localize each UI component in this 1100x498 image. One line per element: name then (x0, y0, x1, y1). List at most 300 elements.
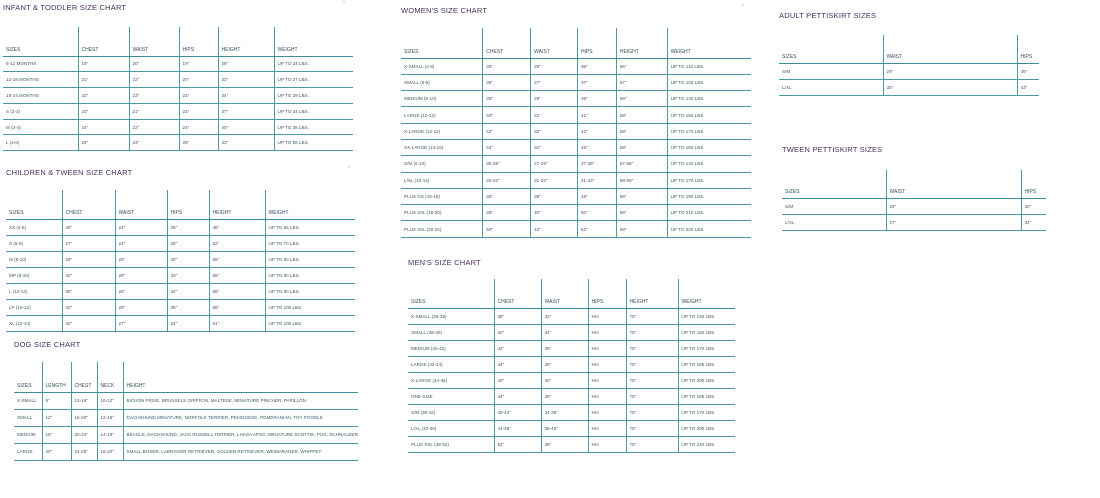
table-cell: SMALL (38-40) (408, 324, 494, 340)
column-header: WEIGHT (667, 28, 751, 58)
table-row (401, 205, 751, 221)
table-cell: UP TO 170 LBS. (678, 340, 735, 356)
womens-size-chart (401, 6, 751, 231)
chevron-down-icon[interactable]: ˇ (742, 5, 745, 12)
table-cell: L/XL (779, 79, 883, 95)
table-cell: M (8-10) (6, 251, 62, 267)
table-row (3, 72, 353, 88)
table-cell: 70" (626, 420, 678, 436)
table-cell: UP TO 90 LBS. (265, 283, 355, 299)
table-cell: 28" (167, 235, 209, 251)
table-cell: 38-40" (541, 420, 588, 436)
column-header: HIPS (588, 279, 626, 308)
table-cell: UP TO 230 LBS. (667, 221, 751, 237)
table-cell: DACHSHUND MINIATURE, NORFOLK TERRIER, PEKINGESE, POMERANIAN, TOY POODLE (123, 409, 358, 426)
column-header: WEIGHT (265, 190, 355, 219)
table-cell: 20" (179, 72, 218, 88)
table-cell: 68" (616, 205, 667, 221)
column-header: HEIGHT (218, 27, 274, 56)
table-cell: 38" (494, 308, 541, 324)
table-cell: X-SMALL (4-6) (401, 58, 483, 74)
table-cell: 70" (626, 372, 678, 388)
table-cell: UP TO 24 LBS. (274, 56, 353, 72)
table-cell: UP TO 100 LBS. (265, 299, 355, 315)
table-row (408, 436, 735, 452)
table-cell: 43" (218, 135, 274, 151)
infant-toddler-table (3, 27, 353, 151)
table-cell: 41" (577, 107, 616, 123)
table-cell: UP TO 110 LBS. (667, 58, 751, 74)
table-cell: 23" (129, 88, 179, 104)
table-cell: N/A (588, 308, 626, 324)
table-cell: PLUS OS (16-18) (401, 188, 483, 204)
table-cell: 34" (541, 324, 588, 340)
table-cell: 36" (483, 74, 531, 90)
mens-table (408, 279, 735, 453)
table-cell: X-SMALL (14, 392, 42, 409)
table-row (401, 107, 751, 123)
column-header: WEIGHT (274, 27, 353, 56)
table-cell: 33" (167, 267, 209, 283)
mens-size-chart (408, 258, 748, 458)
table-cell: 43" (1017, 79, 1039, 95)
table-cell: 70" (626, 436, 678, 452)
table-cell: 41-43" (577, 172, 616, 188)
table-cell: 12-16" (97, 409, 123, 426)
table-cell: X-LARGE (44-46) (408, 372, 494, 388)
table-cell: 40" (483, 107, 531, 123)
table-cell: M (3-4) (3, 119, 78, 135)
table-cell: UP TO 80 LBS. (265, 251, 355, 267)
table-cell: 67-68" (616, 156, 667, 172)
table-cell: 16" (42, 426, 71, 443)
table-row (779, 79, 1039, 95)
table-cell: UP TO 210 LBS. (667, 205, 751, 221)
table-cell: 36-38" (483, 156, 531, 172)
column-header: HIPS (1021, 170, 1046, 198)
table-row (782, 198, 1046, 214)
column-header: HIPS (577, 28, 616, 58)
table-cell: X-LARGE (12-14) (401, 123, 483, 139)
column-header: CHEST (78, 27, 129, 56)
table-cell: 33" (883, 79, 1017, 95)
table-cell: 46" (209, 219, 265, 235)
table-cell: UP TO 155 LBS. (667, 107, 751, 123)
table-header-row (3, 27, 353, 56)
table-header-row (782, 170, 1046, 198)
table-cell: 48" (483, 205, 531, 221)
table-cell: 39" (1017, 63, 1039, 79)
table-cell: 50" (483, 221, 531, 237)
table-cell: 32" (541, 308, 588, 324)
table-cell: 25" (179, 135, 218, 151)
table-cell: UP TO 125 LBS. (667, 74, 751, 90)
table-cell: MEDIUM (40-42) (408, 340, 494, 356)
table-cell: 48" (541, 436, 588, 452)
table-cell: 42" (494, 340, 541, 356)
table-cell: 68" (616, 107, 667, 123)
table-cell: 58" (209, 283, 265, 299)
table-cell: SMALL (14, 409, 42, 426)
table-row (401, 58, 751, 74)
chevron-down-icon[interactable]: ˇ (348, 167, 351, 174)
table-cell: 31" (531, 107, 578, 123)
table-cell: BICHON FRISE, BRUSSELS GRIFFON, MALTESE, MINIATURE PINCHER, PAPILLON (123, 392, 358, 409)
table-cell: 22" (78, 88, 129, 104)
column-header: SIZES (401, 28, 483, 58)
tween-pettiskirt-title: TWEEN PETTISKIRT SIZES (782, 145, 883, 154)
table-header-row (6, 190, 355, 219)
table-cell: UP TO 170 LBS. (678, 404, 735, 420)
table-cell: S (2-3) (3, 103, 78, 119)
column-header: CHEST (494, 279, 541, 308)
table-cell: 55" (209, 251, 265, 267)
table-cell: UP TO 185 LBS. (678, 388, 735, 404)
table-cell: 24-29" (71, 443, 97, 460)
table-cell: 24" (179, 119, 218, 135)
table-row (14, 443, 358, 460)
table-cell: 40" (541, 372, 588, 388)
table-cell: N/A (588, 404, 626, 420)
table-cell: 40" (494, 324, 541, 340)
table-cell: 25" (62, 219, 115, 235)
column-header: WAIST (886, 170, 1021, 198)
table-cell: 30" (62, 283, 115, 299)
table-cell: 22" (129, 119, 179, 135)
table-cell: 34" (218, 88, 274, 104)
table-row (3, 56, 353, 72)
table-cell: 20" (42, 443, 71, 460)
table-cell: UP TO 34 LBS. (274, 103, 353, 119)
table-cell: 14-18" (97, 426, 123, 443)
table-cell: UP TO 170 LBS. (667, 123, 751, 139)
table-cell: 19" (78, 56, 129, 72)
table-cell: UP TO 200 LBS. (678, 420, 735, 436)
table-cell: UP TO 140 LBS. (667, 156, 751, 172)
table-cell: 40-42" (483, 172, 531, 188)
table-cell: BEAGLE, DACHSHUND, JACK RUSSELL TERRIER, LHASA APSO, MINIATURE SCOTTIE, PUG, SCHNAUZER (123, 426, 358, 443)
table-cell: MP (8-10) (6, 267, 62, 283)
table-cell: 27-29" (531, 156, 578, 172)
table-cell: 45" (577, 139, 616, 155)
table-cell: 26" (531, 58, 578, 74)
table-row (782, 214, 1046, 230)
table-header-row (408, 279, 735, 308)
table-cell: 32" (62, 315, 115, 331)
table-cell: S/M (779, 63, 883, 79)
table-cell: 35" (483, 58, 531, 74)
table-cell: 27" (531, 74, 578, 90)
table-row (401, 156, 751, 172)
table-cell: 32" (167, 283, 209, 299)
table-cell: 23" (179, 103, 218, 119)
children-tween-size-chart (6, 168, 356, 334)
column-header: NECK (97, 362, 123, 392)
table-row (3, 119, 353, 135)
table-row (408, 372, 735, 388)
table-cell: UP TO 140 LBS. (667, 91, 751, 107)
table-cell: 68" (616, 188, 667, 204)
table-cell: UP TO 200 LBS. (678, 372, 735, 388)
table-cell: 55" (209, 267, 265, 283)
table-cell: L/XL (42-46) (408, 420, 494, 436)
table-cell: 61" (209, 315, 265, 331)
table-cell: 24" (78, 119, 129, 135)
table-cell: 20" (129, 56, 179, 72)
table-cell: 32" (218, 72, 274, 88)
table-cell: UP TO 150 LBS. (678, 324, 735, 340)
table-cell: 21" (129, 103, 179, 119)
dog-chart-title: DOG SIZE CHART (14, 340, 81, 349)
column-header: WAIST (115, 190, 167, 219)
column-header: SIZES (779, 35, 883, 63)
table-cell: 10-12" (97, 392, 123, 409)
table-cell: L/XL (782, 214, 886, 230)
table-cell: LP (10-12) (6, 299, 62, 315)
table-cell: SMALL (6-8) (401, 74, 483, 90)
table-cell: 26" (115, 283, 167, 299)
table-cell: 22" (129, 72, 179, 88)
table-cell: 25" (115, 251, 167, 267)
table-cell: 44" (494, 356, 541, 372)
table-cell: S (6-8) (6, 235, 62, 251)
table-cell: UP TO 38 LBS. (274, 119, 353, 135)
table-row (6, 219, 355, 235)
table-cell: 18-24 MONTHS (3, 88, 78, 104)
table-cell: S/M (782, 198, 886, 214)
table-cell: 48" (577, 188, 616, 204)
column-header: HEIGHT (626, 279, 678, 308)
column-header: HEIGHT (616, 28, 667, 58)
table-cell: 30" (1021, 198, 1046, 214)
table-cell: 52" (577, 221, 616, 237)
table-row (401, 221, 751, 237)
table-cell: 42" (483, 123, 531, 139)
table-cell: 29" (883, 63, 1017, 79)
table-cell: 30" (167, 251, 209, 267)
table-cell: 19" (179, 56, 218, 72)
table-cell: 40" (531, 205, 578, 221)
table-cell: 29" (531, 91, 578, 107)
table-cell: 70" (626, 356, 678, 372)
table-cell: 24" (115, 235, 167, 251)
table-cell: 25" (886, 198, 1021, 214)
table-cell: 27" (115, 315, 167, 331)
table-cell: 68" (616, 91, 667, 107)
table-row (401, 188, 751, 204)
womens-table (401, 28, 751, 238)
table-cell: 29" (115, 299, 167, 315)
table-cell: 43" (577, 123, 616, 139)
table-cell: 36" (577, 58, 616, 74)
table-cell: 70" (626, 404, 678, 420)
table-cell: UP TO 180 LBS. (667, 139, 751, 155)
table-cell: XL (12-14) (6, 315, 62, 331)
adult-pettiskirt-table (779, 35, 1039, 96)
table-cell: 33" (62, 299, 115, 315)
column-header: SIZES (408, 279, 494, 308)
table-row (401, 139, 751, 155)
table-cell: 68" (616, 123, 667, 139)
table-cell: 37-39" (577, 156, 616, 172)
table-row (408, 356, 735, 372)
table-row (6, 235, 355, 251)
table-cell: 34-36" (541, 404, 588, 420)
table-cell: 28" (115, 267, 167, 283)
table-cell: 16-20" (71, 409, 97, 426)
table-cell: 42" (531, 221, 578, 237)
table-cell: N/A (588, 420, 626, 436)
table-cell: 37" (218, 103, 274, 119)
table-cell: 46" (483, 188, 531, 204)
table-row (14, 409, 358, 426)
table-header-row (779, 35, 1039, 63)
table-header-row (14, 362, 358, 392)
table-cell: 12" (42, 409, 71, 426)
table-cell: MEDIUM (8-10) (401, 91, 483, 107)
table-cell: 31-33" (531, 172, 578, 188)
infant-toddler-size-chart (3, 3, 353, 149)
table-cell: 23" (179, 88, 218, 104)
table-cell: 68-69" (616, 172, 667, 188)
table-row (408, 308, 735, 324)
mens-chart-title: MEN'S SIZE CHART (408, 258, 481, 267)
table-cell: 27" (62, 235, 115, 251)
table-cell: 32" (62, 267, 115, 283)
table-cell: L (10-12) (6, 283, 62, 299)
table-cell: SMALL BOXER, LABRADOR RETRIEVER, GOLDEN RETRIEVER, WEIMARANER, WHIPPET (123, 443, 358, 460)
column-header: HEIGHT (209, 190, 265, 219)
table-cell: 68" (616, 221, 667, 237)
table-row (408, 420, 735, 436)
table-cell: 27" (886, 214, 1021, 230)
children-tween-table (6, 190, 355, 332)
adult-pettiskirt-title: ADULT PETTISKIRT SIZES (779, 11, 877, 20)
column-header: SIZES (3, 27, 78, 56)
table-cell: 12-16" (71, 392, 97, 409)
table-cell: UP TO 55 LBS. (265, 219, 355, 235)
table-cell: UP TO 90 LBS. (265, 267, 355, 283)
table-row (14, 392, 358, 409)
table-cell: 8" (42, 392, 71, 409)
table-cell: N/A (588, 388, 626, 404)
table-cell: 37" (577, 74, 616, 90)
table-cell: 58" (209, 299, 265, 315)
table-cell: UP TO 100 LBS. (265, 315, 355, 331)
table-cell: N/A (588, 372, 626, 388)
children-tween-chart-title: CHILDREN & TWEEN SIZE CHART (6, 168, 133, 177)
table-cell: 16-20" (97, 443, 123, 460)
table-cell: L (4-6) (3, 135, 78, 151)
column-header: HIPS (167, 190, 209, 219)
table-cell: 34" (167, 315, 209, 331)
table-cell: 40-42" (494, 404, 541, 420)
table-cell: 70" (626, 340, 678, 356)
table-cell: N/A (588, 356, 626, 372)
table-row (408, 404, 735, 420)
column-header: WAIST (883, 35, 1017, 63)
table-cell: N/A (588, 324, 626, 340)
table-cell: LARGE (10-12) (401, 107, 483, 123)
table-cell: 39" (577, 91, 616, 107)
table-cell: 6-12 MONTHS (3, 56, 78, 72)
table-cell: PLUS 2XL (18-20) (401, 205, 483, 221)
table-cell: N/A (588, 340, 626, 356)
table-cell: UP TO 29 LBS. (274, 88, 353, 104)
table-cell: PLUS 3XL (20-22) (401, 221, 483, 237)
table-row (401, 123, 751, 139)
table-cell: 44-46" (494, 420, 541, 436)
table-cell: UP TO 27 LBS. (274, 72, 353, 88)
table-cell: PLUS XXL (48-52) (408, 436, 494, 452)
table-row (6, 299, 355, 315)
table-cell: UP TO 140 LBS. (678, 308, 735, 324)
table-cell: L/XL (10-14) (401, 172, 483, 188)
table-cell: 40" (218, 119, 274, 135)
table-row (6, 315, 355, 331)
column-header: SIZES (6, 190, 62, 219)
table-cell: UP TO 240 LBS. (678, 436, 735, 452)
dog-size-chart (14, 340, 359, 460)
table-header-row (401, 28, 751, 58)
column-header: CHEST (71, 362, 97, 392)
table-cell: UP TO 190 LBS. (667, 188, 751, 204)
table-row (3, 103, 353, 119)
womens-chart-title: WOMEN'S SIZE CHART (401, 6, 488, 15)
table-cell: S/M (38-42) (408, 404, 494, 420)
table-cell: 38" (531, 188, 578, 204)
table-cell: XS (4-6) (6, 219, 62, 235)
table-row (6, 283, 355, 299)
infant-toddler-chart-title: INFANT & TODDLER SIZE CHART (3, 3, 127, 12)
table-cell: UP TO 70 LBS. (265, 235, 355, 251)
table-cell: ONE-SIZE (408, 388, 494, 404)
table-cell: 23" (129, 135, 179, 151)
table-row (14, 426, 358, 443)
table-cell: 50" (577, 205, 616, 221)
table-row (3, 88, 353, 104)
table-cell: 67" (616, 74, 667, 90)
table-cell: UP TO 55 LBS. (274, 135, 353, 151)
table-cell: 44" (483, 139, 531, 155)
table-cell: 23" (78, 103, 129, 119)
table-row (6, 267, 355, 283)
table-cell: 35" (167, 299, 209, 315)
table-row (408, 340, 735, 356)
table-cell: 70" (626, 324, 678, 340)
table-row (779, 63, 1039, 79)
column-header: HIPS (1017, 35, 1039, 63)
column-header: SIZES (14, 362, 42, 392)
table-cell: 26" (167, 219, 209, 235)
table-cell: 34" (1021, 214, 1046, 230)
table-row (3, 135, 353, 151)
table-cell: 38" (541, 388, 588, 404)
table-cell: 29" (62, 251, 115, 267)
table-cell: N/A (588, 436, 626, 452)
table-cell: 34" (531, 139, 578, 155)
column-header: CHEST (483, 28, 531, 58)
column-header: CHEST (62, 190, 115, 219)
table-cell: 36" (541, 340, 588, 356)
table-cell: UP TO 185 LBS. (678, 356, 735, 372)
table-cell: 25" (78, 135, 129, 151)
column-header: LENGTH (42, 362, 71, 392)
table-cell: 33" (531, 123, 578, 139)
column-header: HIPS (179, 27, 218, 56)
chevron-down-icon[interactable]: ˇ (343, 2, 346, 9)
tween-pettiskirt-table (782, 170, 1046, 231)
